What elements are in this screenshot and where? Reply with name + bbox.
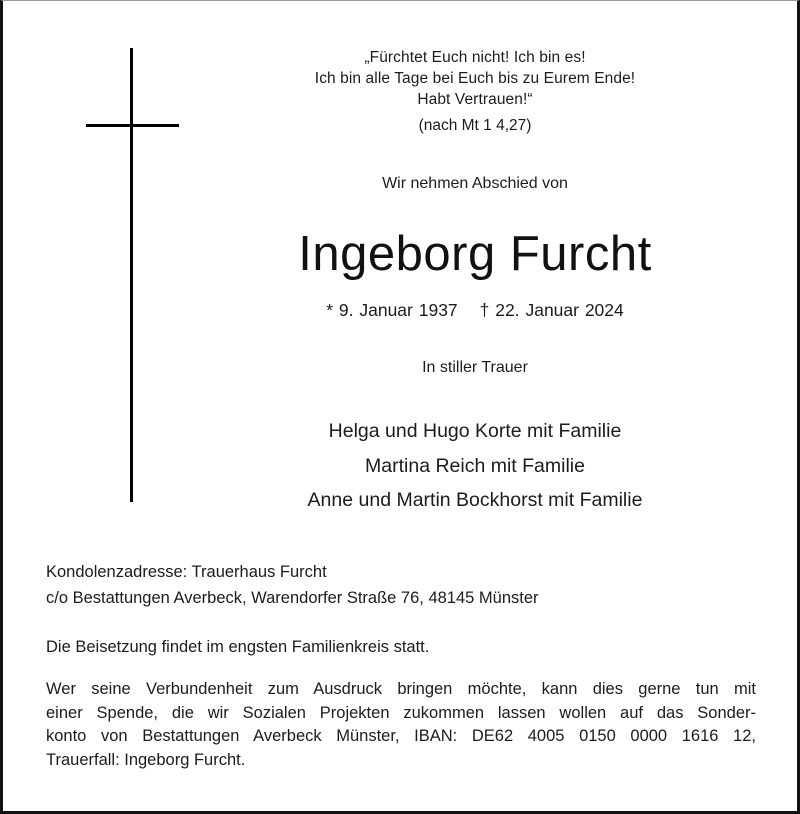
donation-line: Trauerfall: Ingeborg Furcht. (46, 750, 246, 769)
mourner-entry: Helga und Hugo Korte mit Familie (328, 420, 622, 442)
mourning-label: In stiller Trauer (422, 359, 528, 376)
quote-line: Ich bin alle Tage bei Euch bis zu Eurem Ende! (314, 70, 636, 87)
quote-line: „Fürchtet Euch nicht! Ich bin es! (364, 49, 586, 66)
cross-vertical-bar (130, 48, 133, 502)
mourner-entry: Anne und Martin Bockhorst mit Familie (307, 489, 643, 511)
mourners-list (200, 414, 750, 518)
address-line: c/o Bestattungen Averbeck, Warendorfer Straße 76, 48145 Münster (46, 589, 539, 607)
donation-line: einer Spende, die wir Sozialen Projekten zukommen lassen wollen auf das Sonder- (46, 703, 756, 722)
address-line: Kondolenzadresse: Trauerhaus Furcht (46, 563, 327, 581)
cross-horizontal-bar (86, 124, 179, 127)
donation-line: konto von Bestattungen Averbeck Münster, IBAN: DE62 4005 0150 0000 1616 12, (46, 727, 756, 745)
birth-date: * 9. Januar 1937 (326, 300, 458, 320)
condolence-address (46, 559, 756, 611)
donation-line: Wer seine Verbundenheit zum Ausdruck bringen möchte, kann dies gerne tun mit (46, 680, 756, 698)
quote-reference: (nach Mt 1 4,27) (418, 117, 532, 134)
quote-line: Habt Vertrauen!“ (417, 91, 533, 108)
mourner-entry: Martina Reich mit Familie (365, 454, 585, 477)
death-date: † 22. Januar 2024 (479, 300, 624, 320)
bible-quote (200, 47, 750, 110)
donation-note (46, 678, 756, 772)
deceased-name: Ingeborg Furcht (298, 227, 652, 281)
life-dates (200, 300, 750, 321)
farewell-intro: Wir nehmen Abschied von (382, 175, 568, 192)
burial-note: Die Beisetzung findet im engsten Familienkreis statt. (46, 638, 430, 656)
